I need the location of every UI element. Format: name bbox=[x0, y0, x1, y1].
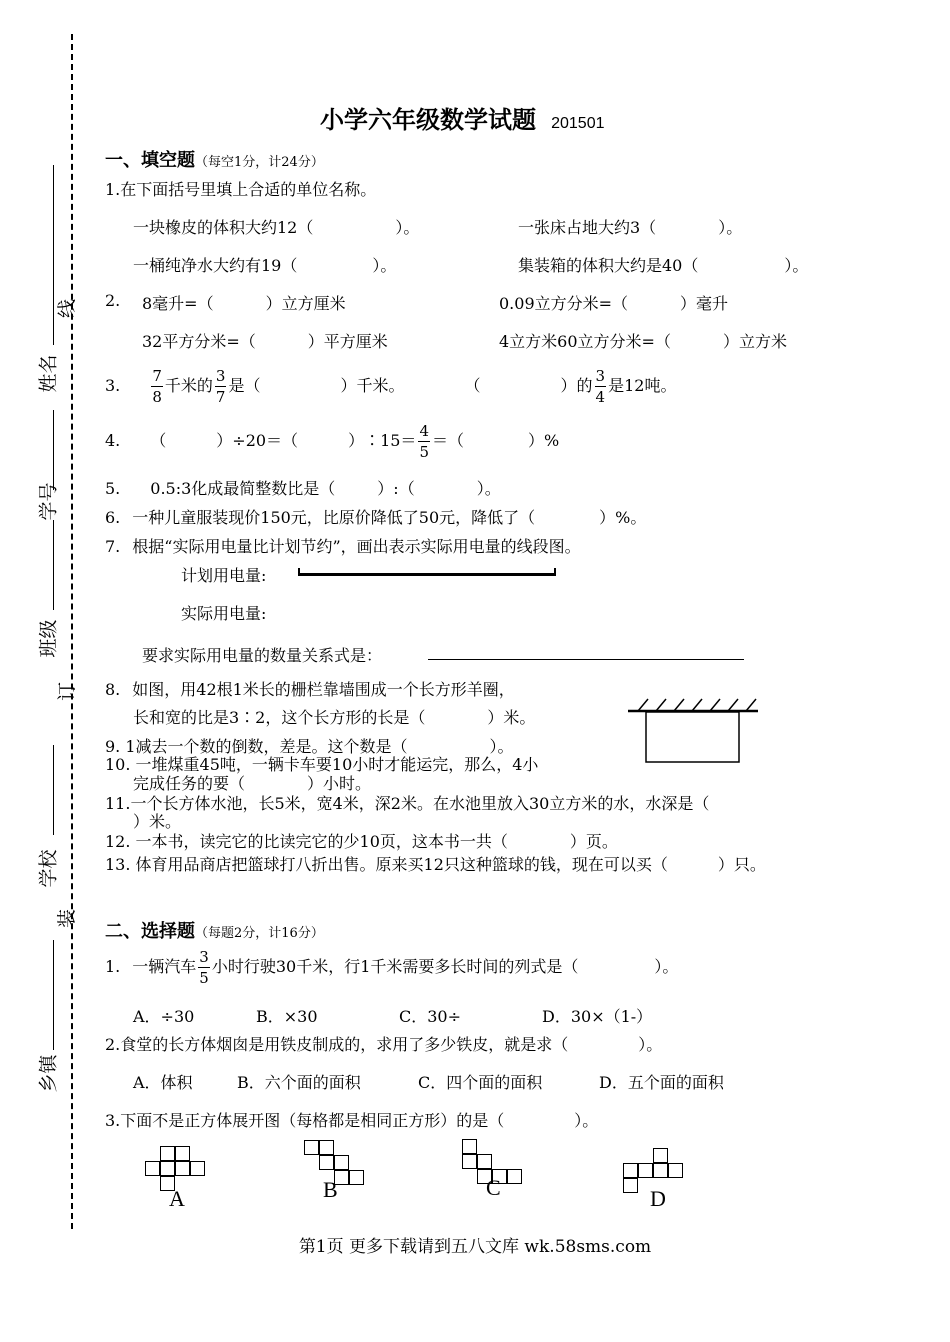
choice-2-option-b: B．六个面的面积 bbox=[237, 1073, 361, 1092]
question-1: 1.在下面括号里填上合适的单位名称。 bbox=[105, 180, 377, 199]
choice-1-option-b: B．×30 bbox=[256, 1007, 318, 1026]
school-blank-line bbox=[53, 745, 54, 835]
question-11: 11.一个长方体水池，长5米，宽4米，深2米。在水池里放入30立方米的水，水深是（ bbox=[105, 794, 710, 813]
relation-answer-line bbox=[428, 659, 744, 660]
margin-label-name: 姓名 bbox=[37, 354, 60, 393]
choice-1-option-c: C．30÷ bbox=[399, 1007, 462, 1026]
choice-1-option-a: A．÷30 bbox=[133, 1007, 195, 1026]
q2-item-1: 8毫升=（ ）立方厘米 bbox=[142, 294, 346, 313]
question-11-line-2: ）米。 bbox=[133, 812, 182, 831]
question-7: 7. 根据“实际用电量比计划节约”，画出表示实际用电量的线段图。 bbox=[105, 537, 581, 556]
question-8: 8. 如图，用42根1米长的栅栏靠墙围成一个长方形羊圈， bbox=[105, 680, 515, 699]
plan-segment-line bbox=[298, 573, 556, 576]
q2-item-3: 32平方分米=（ ）平方厘米 bbox=[142, 332, 388, 351]
q1-item-2: 一张床占地大约3（ ）。 bbox=[518, 218, 743, 237]
margin-mark-ding: 订 bbox=[56, 681, 79, 702]
choice-question-3: 3.下面不是正方体展开图（每格都是相同正方形）的是（ ）。 bbox=[105, 1111, 599, 1130]
fraction: $\frac{3}{5}$ bbox=[199, 947, 209, 987]
cube-net-label-a: A bbox=[169, 1186, 185, 1211]
question-13: 13. 体育用品商店把篮球打八折出售。原来买12只这种篮球的钱，现在可以买（ ）只。 bbox=[105, 855, 766, 874]
page-title: 小学六年级数学试题 201501 bbox=[320, 106, 605, 134]
section-1-heading: 一、填空题（每空1分，计24分） bbox=[105, 150, 324, 171]
choice-question-2: 2.食堂的长方体烟囱是用铁皮制成的，求用了多少铁皮，就是求（ ）。 bbox=[105, 1035, 663, 1054]
question-10: 10. 一堆煤重45吨，一辆卡车要10小时才能运完，那么，4小 bbox=[105, 755, 539, 774]
student-id-blank-line bbox=[53, 410, 54, 490]
margin-label-class: 班级 bbox=[37, 619, 60, 658]
question-12: 12. 一本书，读完它的比读完它的少10页，这本书一共（ ）页。 bbox=[105, 832, 618, 851]
fraction: $\frac{3}{7}$ bbox=[215, 366, 226, 406]
question-8-line-2: 长和宽的比是3∶2，这个长方形的长是（ ）米。 bbox=[133, 708, 536, 727]
q1-item-3: 一桶纯净水大约有19（ ）。 bbox=[133, 256, 397, 275]
question-5: 5. 0.5:3化成最简整数比是（ ）:（ ）。 bbox=[105, 479, 501, 498]
choice-2-option-d: D．五个面的面积 bbox=[599, 1073, 724, 1092]
binding-dashed-line bbox=[71, 34, 73, 1229]
choice-2-option-a: A．体积 bbox=[133, 1073, 193, 1092]
margin-label-student-id: 学号 bbox=[37, 482, 60, 521]
cube-net-label-d: D bbox=[650, 1186, 666, 1211]
town-blank-line bbox=[53, 940, 54, 1050]
plan-segment-tick-left bbox=[298, 568, 300, 576]
page-footer: 第1页 更多下载请到五八文库 wk.58sms.com bbox=[298, 1237, 652, 1257]
q1-item-1: 一块橡皮的体积大约12（ ）。 bbox=[133, 218, 420, 237]
sheep-pen-diagram bbox=[624, 695, 764, 775]
margin-label-school: 学校 bbox=[37, 849, 60, 888]
fraction: $\frac{4}{5}$ bbox=[419, 421, 429, 461]
cube-net-label-b: B bbox=[323, 1177, 338, 1202]
question-4: 4. （ ）÷20＝（ ）∶15＝ $\frac{4}{5}$ ＝（ ）% bbox=[105, 421, 560, 461]
choice-1-option-d: D．30×（1-） bbox=[542, 1007, 653, 1026]
question-6: 6. 一种儿童服装现价150元，比原价降低了50元，降低了（ ）%。 bbox=[105, 508, 647, 527]
fraction: $\frac{7}{8}$ bbox=[152, 366, 162, 406]
cube-net-label-c: C bbox=[486, 1175, 501, 1200]
question-9: 9. 1减去一个数的倒数，差是。这个数是（ ）。 bbox=[105, 737, 514, 756]
question-10-line-2: 完成任务的要（ ）小时。 bbox=[133, 774, 372, 793]
margin-mark-xian: 线 bbox=[56, 298, 79, 319]
question-3: 3. $\frac{7}{8}$ 千米的 $\frac{3}{7}$ 是（ ）千米。 （ ）的 $\frac{3}{4}$ 是12吨。 bbox=[105, 366, 677, 406]
choice-question-1: 1. 一辆汽车 $\frac{3}{5}$ 小时行驶30千米，行1千米需要多长时间的列式是（ ）。 bbox=[105, 947, 679, 987]
margin-label-town: 乡镇 bbox=[37, 1054, 60, 1093]
class-blank-line bbox=[53, 520, 54, 610]
relation-requirement: 要求实际用电量的数量关系式是： bbox=[142, 646, 383, 665]
plan-usage-label: 计划用电量: bbox=[181, 566, 267, 585]
margin-mark-zhuang: 装 bbox=[56, 908, 79, 929]
choice-2-option-c: C．四个面的面积 bbox=[418, 1073, 543, 1092]
section-2-heading: 二、选择题（每题2分，计16分） bbox=[105, 921, 324, 942]
q1-item-4: 集装箱的体积大约是40（ ）。 bbox=[518, 256, 809, 275]
fraction: $\frac{3}{4}$ bbox=[595, 366, 606, 406]
q2-number: 2. bbox=[105, 291, 121, 310]
actual-usage-label: 实际用电量: bbox=[181, 604, 267, 623]
q2-item-2: 0.09立方分米=（ ）毫升 bbox=[499, 294, 729, 313]
q2-item-4: 4立方米60立方分米=（ ）立方米 bbox=[499, 332, 787, 351]
plan-segment-tick-right bbox=[554, 568, 556, 576]
